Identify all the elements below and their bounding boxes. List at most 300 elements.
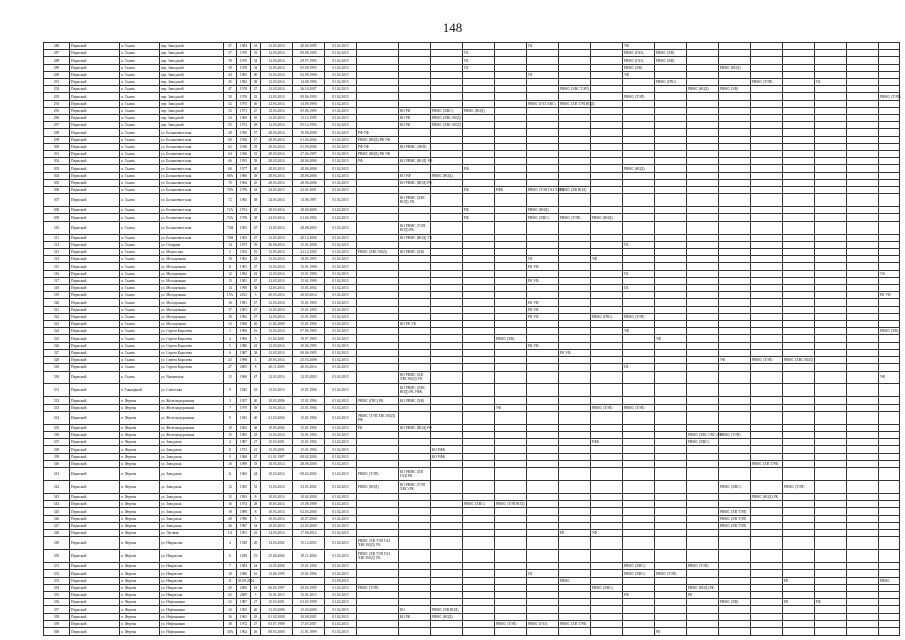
street-cell: ул. Железнодорожная	[160, 397, 224, 404]
work-type-cell: РВМС (ХВ)	[880, 329, 899, 334]
street-cell: ул. Некрасова	[160, 570, 224, 577]
table-row	[44, 550, 900, 563]
work-type-cell	[431, 460, 463, 467]
work-type-cell	[431, 179, 463, 186]
work-type-cell	[623, 537, 655, 550]
date-3-cell: 01.02.2015	[325, 357, 357, 364]
work-type-cell	[399, 411, 431, 424]
work-type-cell	[751, 151, 783, 158]
work-type-cell	[847, 411, 879, 424]
work-type-cell	[591, 64, 623, 71]
street-cell: ул. Некрасова	[160, 563, 224, 570]
work-type-cell	[495, 453, 527, 460]
row-number: 305	[44, 179, 70, 186]
build-year-cell: 2005	[237, 364, 251, 371]
street-cell: ул. Молодежная	[160, 285, 224, 292]
wear-percent-cell: 38	[251, 285, 261, 292]
work-type-cell	[719, 165, 751, 172]
work-type-cell	[623, 234, 655, 241]
work-type-cell	[815, 342, 847, 349]
district-cell: Пермский	[70, 494, 120, 501]
work-type-cell	[399, 328, 431, 335]
row-number: 354	[44, 584, 70, 591]
work-type-cell	[879, 129, 900, 136]
work-type-cell	[495, 411, 527, 424]
row-number: 350	[44, 550, 70, 563]
work-type-cell	[463, 143, 495, 150]
house-number-cell: 66	[224, 158, 237, 165]
street-cell: ул. Некрасова	[160, 592, 224, 599]
work-type-cell	[719, 79, 751, 86]
work-type-cell	[783, 306, 815, 313]
work-type-cell	[719, 115, 751, 122]
work-type-cell	[751, 515, 783, 522]
work-type-cell	[879, 584, 900, 591]
wear-percent-cell: 47	[251, 299, 261, 306]
table-row	[44, 584, 900, 591]
work-type-cell	[399, 364, 431, 371]
wear-percent-cell: 20	[251, 321, 261, 328]
work-type-cell: РВМС (ХВ)	[719, 86, 751, 93]
street-cell: пер. Заводской	[160, 57, 224, 64]
work-type-cell	[783, 79, 815, 86]
work-type-cell	[783, 537, 815, 550]
table-row	[44, 342, 900, 349]
street-cell: ул. Большевистская	[160, 221, 224, 234]
work-type-cell: РВМС (ХВС ГВС) РК	[688, 433, 722, 438]
work-type-cell	[559, 321, 591, 328]
work-type-cell: ГК	[623, 241, 655, 248]
wear-percent-cell: 35	[251, 115, 261, 122]
wear-percent-cell: 43	[251, 43, 261, 50]
street-cell: ул. Советская	[160, 384, 224, 397]
work-type-cell	[357, 508, 399, 515]
work-type-cell	[751, 194, 783, 207]
settlement-cell: п. Фертия	[120, 494, 160, 501]
date-1-cell: 20.05.2014	[261, 292, 293, 299]
house-number-cell: 17	[224, 306, 237, 313]
work-type-cell	[687, 71, 719, 78]
work-type-cell	[783, 187, 815, 194]
work-type-cell: РФ	[815, 599, 847, 606]
work-type-cell	[431, 411, 463, 424]
house-number-cell: 64	[224, 151, 237, 158]
table-row	[44, 194, 900, 207]
wear-percent-cell: 33	[251, 460, 261, 467]
work-type-cell	[815, 620, 847, 627]
settlement-cell: п. Фертия	[120, 592, 160, 599]
date-1-cell: 12.03.2014	[261, 328, 293, 335]
date-2-cell: 01.04.2004	[293, 136, 325, 143]
date-2-cell: 07.06.1993	[293, 328, 325, 335]
work-type-cell	[463, 263, 495, 270]
work-type-cell	[399, 357, 431, 364]
date-3-cell: 01.02.2015	[325, 328, 357, 335]
house-number-cell: 26	[224, 522, 237, 529]
date-2-cell: 18.11.2004	[293, 550, 325, 563]
work-type-cell	[495, 468, 527, 481]
work-type-cell	[495, 397, 527, 404]
house-number-cell: 45	[224, 79, 237, 86]
work-type-cell	[879, 453, 900, 460]
work-type-cell	[687, 194, 719, 207]
work-type-cell	[399, 285, 431, 292]
work-type-cell: КО РК	[399, 613, 431, 620]
date-1-cell: 12.03.2014	[261, 313, 293, 320]
settlement-cell: п. Сылва	[120, 100, 160, 107]
work-type-cell	[495, 179, 527, 186]
house-number-cell: 62	[224, 143, 237, 150]
date-3-cell: 01.02.2015	[325, 501, 357, 508]
house-number-cell: 14	[224, 241, 237, 248]
work-type-cell	[623, 86, 655, 93]
work-type-cell	[431, 481, 463, 494]
work-type-cell	[751, 522, 783, 529]
work-type-cell	[719, 570, 751, 577]
row-number: 337	[44, 439, 70, 446]
date-2-cell: 05.12.1994	[293, 122, 325, 129]
build-year-cell: 1945	[237, 384, 251, 397]
work-type-cell	[623, 508, 655, 515]
settlement-cell: п. Фертия	[120, 584, 160, 591]
work-type-cell	[655, 285, 687, 292]
work-type-cell	[431, 270, 463, 277]
work-type-cell	[399, 432, 431, 439]
work-type-cell	[751, 313, 783, 320]
build-year-cell: 1982	[237, 79, 251, 86]
settlement-cell: п. Сылва	[120, 214, 160, 221]
work-type-cell	[463, 570, 495, 577]
work-type-cell	[431, 397, 463, 404]
work-type-cell	[463, 424, 495, 431]
work-type-cell	[591, 628, 623, 636]
work-type-cell	[623, 207, 655, 214]
wear-percent-cell: 47	[251, 453, 261, 460]
build-year-cell: 1983	[237, 71, 251, 78]
build-year-cell: 1976	[237, 93, 251, 100]
work-type-cell	[527, 453, 559, 460]
work-type-cell	[719, 342, 751, 349]
work-type-cell	[751, 165, 783, 172]
work-type-cell	[431, 158, 463, 165]
work-type-cell: ГК	[623, 270, 655, 277]
work-type-cell	[559, 151, 591, 158]
work-type-cell: РВМС (ХВ)	[655, 50, 687, 57]
work-type-cell	[623, 299, 655, 306]
work-type-cell	[495, 384, 527, 397]
work-type-cell	[559, 107, 591, 114]
work-type-cell	[399, 342, 431, 349]
district-cell: Пермский	[70, 277, 120, 284]
settlement-cell: п. Сылва	[120, 221, 160, 234]
work-type-cell	[815, 584, 847, 591]
work-type-cell	[591, 592, 623, 599]
work-type-cell	[719, 214, 751, 221]
date-1-cell: 15.01.2013	[261, 592, 293, 599]
district-cell: Пермский	[70, 313, 120, 320]
work-type-cell	[399, 494, 431, 501]
table-row	[44, 107, 900, 114]
date-2-cell: 05.08.1993	[293, 64, 325, 71]
work-type-cell: КО РВМС (ХВС ВОД) УК	[399, 194, 431, 207]
work-type-cell	[623, 187, 655, 194]
district-cell: Пермский	[70, 214, 120, 221]
wear-percent-cell: 8	[251, 364, 261, 371]
work-type-cell	[623, 136, 655, 143]
work-type-cell	[495, 570, 527, 577]
work-type-cell	[655, 136, 687, 143]
work-type-cell	[783, 460, 815, 467]
table-row	[44, 277, 900, 284]
work-type-cell	[559, 342, 591, 349]
wear-percent-cell: 41	[251, 446, 261, 453]
work-type-cell	[687, 606, 719, 613]
date-3-cell: 01.02.2015	[325, 563, 357, 570]
work-type-cell	[495, 129, 527, 136]
work-type-cell	[399, 64, 431, 71]
work-type-cell	[783, 165, 815, 172]
street-cell: пер. Заводской	[160, 93, 224, 100]
work-type-cell	[719, 143, 751, 150]
work-type-cell	[463, 234, 495, 241]
work-type-cell: РВМС (ТЭП)	[357, 468, 399, 481]
work-type-cell	[879, 460, 900, 467]
build-year-cell: 1976	[237, 187, 251, 194]
work-type-cell: КО РВМС (ТЭП ВОД) РК	[399, 221, 431, 234]
work-type-cell: РВМС (ТЭП)	[655, 570, 687, 577]
work-type-cell	[879, 299, 900, 306]
date-2-cell: 15.01.1994	[293, 439, 325, 446]
build-year-cell: 1953	[237, 249, 251, 256]
date-2-cell: 12.05.2003	[293, 371, 325, 384]
work-type-cell	[623, 249, 655, 256]
work-type-cell	[559, 93, 591, 100]
settlement-cell: п. Сылва	[120, 357, 160, 364]
date-1-cell: 12.03.2014	[261, 277, 293, 284]
work-type-cell	[815, 468, 847, 481]
work-type-cell	[751, 285, 783, 292]
work-type-cell	[559, 263, 591, 270]
wear-percent-cell: 40	[251, 165, 261, 172]
work-type-cell	[463, 522, 495, 529]
work-type-cell	[687, 122, 719, 129]
work-type-cell	[783, 136, 815, 143]
work-type-cell	[655, 411, 687, 424]
work-type-cell	[879, 256, 900, 263]
work-type-cell	[815, 481, 847, 494]
work-type-cell	[751, 107, 783, 114]
work-type-cell	[879, 136, 900, 143]
work-type-cell	[847, 628, 879, 636]
settlement-cell: п. Сылва	[120, 165, 160, 172]
date-2-cell: 09.08.1993	[293, 50, 325, 57]
work-type-cell: РВМС (ГВС)	[591, 313, 623, 320]
work-type-cell	[687, 136, 719, 143]
table-row	[44, 285, 900, 292]
work-type-cell	[719, 234, 751, 241]
work-type-cell	[655, 460, 687, 467]
work-type-cell	[687, 313, 719, 320]
work-type-cell	[357, 384, 399, 397]
work-type-cell	[463, 100, 495, 107]
work-type-cell	[623, 79, 655, 86]
row-number: 317	[44, 277, 70, 284]
table-row	[44, 292, 900, 299]
work-type-cell	[847, 306, 879, 313]
work-type-cell	[719, 628, 751, 636]
work-type-cell	[879, 501, 900, 508]
work-type-cell	[527, 537, 559, 550]
table-row	[44, 221, 900, 234]
work-type-cell	[783, 249, 815, 256]
table-row	[44, 570, 900, 577]
settlement-cell: п. Сылва	[120, 270, 160, 277]
work-type-cell	[431, 515, 463, 522]
work-type-cell	[463, 606, 495, 613]
work-type-cell	[815, 221, 847, 234]
work-type-cell	[719, 584, 751, 591]
work-type-cell	[879, 404, 900, 411]
work-type-cell	[495, 136, 527, 143]
table-row	[44, 158, 900, 165]
work-type-cell: РВМС (ВОД)	[591, 214, 623, 221]
work-type-cell	[527, 57, 559, 64]
work-type-cell	[719, 151, 751, 158]
work-type-cell	[357, 371, 399, 384]
date-3-cell: 01.02.2015	[325, 481, 357, 494]
work-type-cell	[559, 328, 591, 335]
house-number-cell: 9	[224, 384, 237, 397]
date-2-cell: 15.01.1994	[293, 570, 325, 577]
settlement-cell: п. Сылва	[120, 43, 160, 50]
district-cell: Пермский	[70, 241, 120, 248]
work-type-cell	[751, 592, 783, 599]
table-body	[44, 43, 900, 636]
work-type-cell	[591, 371, 623, 384]
work-type-cell	[655, 64, 687, 71]
date-3-cell: 01.02.2015	[325, 446, 357, 453]
street-cell: ул. Нефтяников	[160, 628, 224, 636]
work-type-cell	[431, 207, 463, 214]
street-cell: ул. Некрасова	[160, 537, 224, 550]
date-3-cell: 01.02.2015	[325, 143, 357, 150]
date-2-cell: 01.04.1994	[293, 214, 325, 221]
work-type-cell	[495, 285, 527, 292]
date-2-cell: 13.09.1990	[293, 100, 325, 107]
work-type-cell	[357, 107, 399, 114]
work-type-cell	[879, 522, 900, 529]
work-type-cell	[623, 460, 655, 467]
table-row	[44, 468, 900, 481]
row-number: 358	[44, 613, 70, 620]
work-type-cell	[815, 292, 847, 299]
work-type-cell	[591, 179, 623, 186]
work-type-cell	[399, 100, 431, 107]
work-type-cell	[495, 57, 527, 64]
house-number-cell: 27	[224, 364, 237, 371]
work-type-cell	[399, 86, 431, 93]
work-type-cell	[357, 404, 399, 411]
date-2-cell: 15.01.1990	[293, 277, 325, 284]
work-type-cell	[719, 187, 751, 194]
work-type-cell	[431, 221, 463, 234]
table-row	[44, 453, 900, 460]
work-type-cell	[399, 628, 431, 636]
date-2-cell: 22.01.2001	[293, 187, 325, 194]
street-cell: ул. Сергея Королева	[160, 349, 224, 356]
work-type-cell: КО РВМС (ВОД) РФ	[400, 425, 433, 430]
table-row	[44, 364, 900, 371]
street-cell: пер. Заводской	[160, 79, 224, 86]
work-type-cell	[495, 165, 527, 172]
date-1-cell: 12.03.2014	[261, 349, 293, 356]
work-type-cell	[687, 620, 719, 627]
work-type-cell	[847, 313, 879, 320]
work-type-cell	[655, 187, 687, 194]
house-number-cell: 18	[224, 313, 237, 320]
work-type-cell	[847, 151, 879, 158]
table-row	[44, 122, 900, 129]
row-number: 330	[44, 371, 70, 384]
district-cell: Пермский	[70, 115, 120, 122]
work-type-cell	[815, 384, 847, 397]
date-2-cell: 20.05.2014	[293, 292, 325, 299]
work-type-cell	[591, 606, 623, 613]
table-row	[44, 79, 900, 86]
settlement-cell: п. Сылва	[120, 349, 160, 356]
wear-percent-cell: 47	[251, 277, 261, 284]
work-type-cell	[591, 221, 623, 234]
work-type-cell	[815, 550, 847, 563]
work-type-cell	[357, 71, 399, 78]
date-3-cell: 01.02.2015	[325, 364, 357, 371]
work-type-cell	[751, 43, 783, 50]
work-type-cell	[751, 530, 783, 537]
house-number-cell: 1А	[224, 530, 237, 537]
work-type-cell	[527, 577, 559, 584]
work-type-cell	[751, 292, 783, 299]
work-type-cell	[591, 93, 623, 100]
date-1-cell: 12.03.2014	[261, 285, 293, 292]
work-type-cell	[783, 263, 815, 270]
district-cell: Пермский	[70, 165, 120, 172]
work-type-cell: КО РВМС (ЭКП)	[399, 143, 431, 150]
work-type-cell	[431, 592, 463, 599]
work-type-cell	[815, 424, 847, 431]
work-type-cell	[815, 214, 847, 221]
row-number: 321	[44, 306, 70, 313]
date-2-cell: 28.06.2006	[293, 172, 325, 179]
work-type-cell	[815, 151, 847, 158]
street-cell: ул. Большевистская	[160, 129, 224, 136]
house-number-cell: 5	[224, 342, 237, 349]
build-year-cell: 1949	[237, 550, 251, 563]
district-cell: Пермский	[70, 446, 120, 453]
house-number-cell: 68	[224, 165, 237, 172]
row-number: 348	[44, 530, 70, 537]
work-type-cell	[527, 599, 559, 606]
row-number: 356	[44, 599, 70, 606]
work-type-cell	[815, 207, 847, 214]
work-type-cell	[815, 313, 847, 320]
work-type-cell	[399, 50, 431, 57]
work-type-cell	[847, 107, 879, 114]
settlement-cell: п. Фертия	[120, 439, 160, 446]
work-type-cell	[783, 494, 815, 501]
work-type-cell	[591, 494, 623, 501]
work-type-cell: УФ	[623, 328, 655, 335]
build-year-cell: 1963	[237, 234, 251, 241]
